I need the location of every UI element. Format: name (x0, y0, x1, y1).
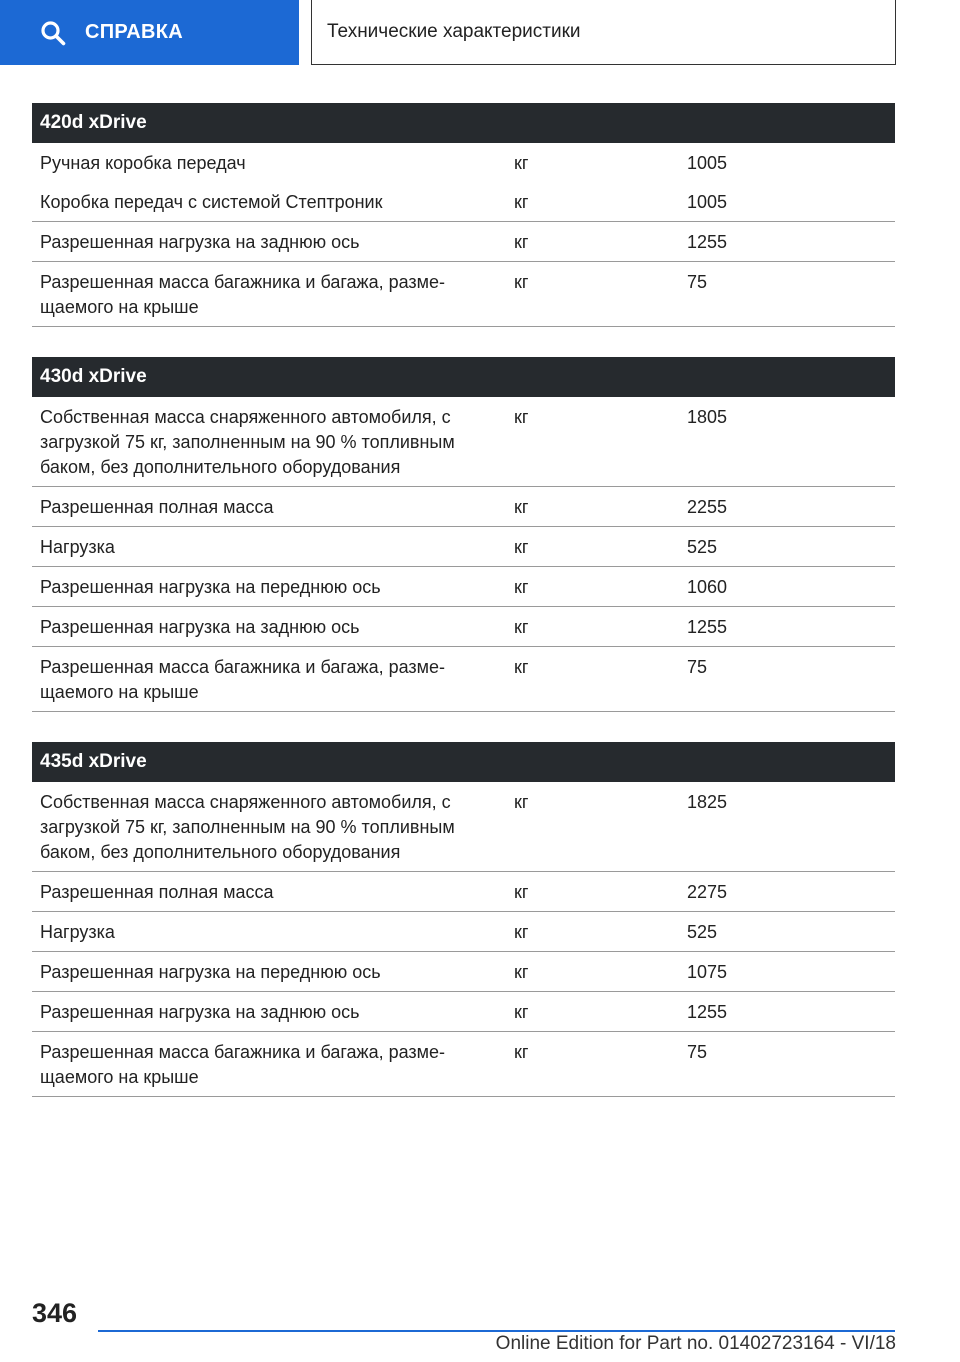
table-row (32, 912, 895, 952)
row-value: 75 (679, 1032, 895, 1097)
row-value: 75 (679, 647, 895, 712)
row-value: 1255 (679, 607, 895, 647)
row-value: 2255 (679, 487, 895, 527)
row-unit: кг (506, 912, 679, 952)
row-label: Собственная масса снаряженного автомобиля, с загрузкой 75 кг, заполненным на 90 % топливным баком, без дополнительного оборудования (32, 397, 506, 487)
row-label: Коробка передач с системой Стептроник (32, 182, 506, 222)
spec-table (32, 742, 895, 1097)
table-row (32, 992, 895, 1032)
row-unit: кг (506, 397, 679, 487)
row-unit: кг (506, 487, 679, 527)
table-row (32, 397, 895, 487)
table-title: 430d xDrive (32, 357, 895, 397)
table-row (32, 222, 895, 262)
spec-table (32, 357, 895, 712)
row-unit: кг (506, 262, 679, 327)
row-unit: кг (506, 647, 679, 712)
row-value: 1060 (679, 567, 895, 607)
page-number: 346 (32, 1298, 78, 1328)
help-tab-label: СПРАВКА (85, 21, 184, 43)
row-unit: кг (506, 527, 679, 567)
row-label: Разрешенная нагрузка на переднюю ось (32, 567, 506, 607)
row-label: Ручная коробка передач (40, 153, 246, 173)
row-value: 1005 (687, 153, 728, 173)
row-value: 1825 (679, 782, 895, 872)
row-unit: кг (506, 1032, 679, 1097)
footer-divider (98, 1330, 895, 1332)
row-label: Разрешенная нагрузка на переднюю ось (32, 952, 506, 992)
section-title: Технические характеристики (311, 0, 896, 65)
row-unit: кг (506, 607, 679, 647)
row-label: Разрешенная нагрузка на заднюю ось (32, 607, 506, 647)
row-value: 1255 (679, 222, 895, 262)
table-row (32, 647, 895, 712)
row-unit: кг (506, 872, 679, 912)
row-unit: кг (514, 153, 529, 173)
row-value: 2275 (679, 872, 895, 912)
table-row (32, 872, 895, 912)
spec-table (32, 103, 895, 327)
row-unit: кг (506, 952, 679, 992)
row-value: 1075 (679, 952, 895, 992)
row-label: Разрешенная полная масса (32, 872, 506, 912)
table-title: 435d xDrive (32, 742, 895, 782)
row-label: Разрешенная полная масса (32, 487, 506, 527)
table-row (32, 262, 895, 327)
row-unit: кг (506, 182, 679, 222)
table-row (32, 607, 895, 647)
row-label: Разрешенная нагрузка на заднюю ось (32, 992, 506, 1032)
table-row (32, 782, 895, 872)
row-value: 1255 (679, 992, 895, 1032)
edition-text: Online Edition for Part no. 01402723164 - VI/18 (495, 1333, 896, 1354)
table-row (32, 1032, 895, 1097)
row-label: Нагрузка (32, 912, 506, 952)
table-title: 420d xDrive (32, 103, 895, 143)
row-value: 75 (679, 262, 895, 327)
table-row (32, 182, 895, 222)
table-row (32, 527, 895, 567)
row-unit: кг (506, 567, 679, 607)
table-row (32, 143, 895, 182)
row-value: 525 (679, 912, 895, 952)
row-unit: кг (506, 222, 679, 262)
row-value: 525 (679, 527, 895, 567)
row-label: Разрешенная масса багажника и багажа, разме- щаемого на крыше (32, 262, 506, 327)
search-icon (40, 20, 66, 46)
help-tab[interactable] (0, 0, 299, 65)
row-unit: кг (506, 782, 679, 872)
row-label: Разрешенная масса багажника и багажа, разме- щаемого на крыше (32, 1032, 506, 1097)
row-label: Нагрузка (32, 527, 506, 567)
row-value: 1005 (679, 182, 895, 222)
row-label: Разрешенная масса багажника и багажа, разме- щаемого на крыше (32, 647, 506, 712)
spec-tables (32, 103, 895, 1127)
row-unit: кг (506, 992, 679, 1032)
table-row (32, 567, 895, 607)
table-row (32, 952, 895, 992)
row-label: Собственная масса снаряженного автомобиля, с загрузкой 75 кг, заполненным на 90 % топливным баком, без дополнительного оборудования (32, 782, 506, 872)
row-value: 1805 (679, 397, 895, 487)
table-row (32, 487, 895, 527)
row-label: Разрешенная нагрузка на заднюю ось (32, 222, 506, 262)
